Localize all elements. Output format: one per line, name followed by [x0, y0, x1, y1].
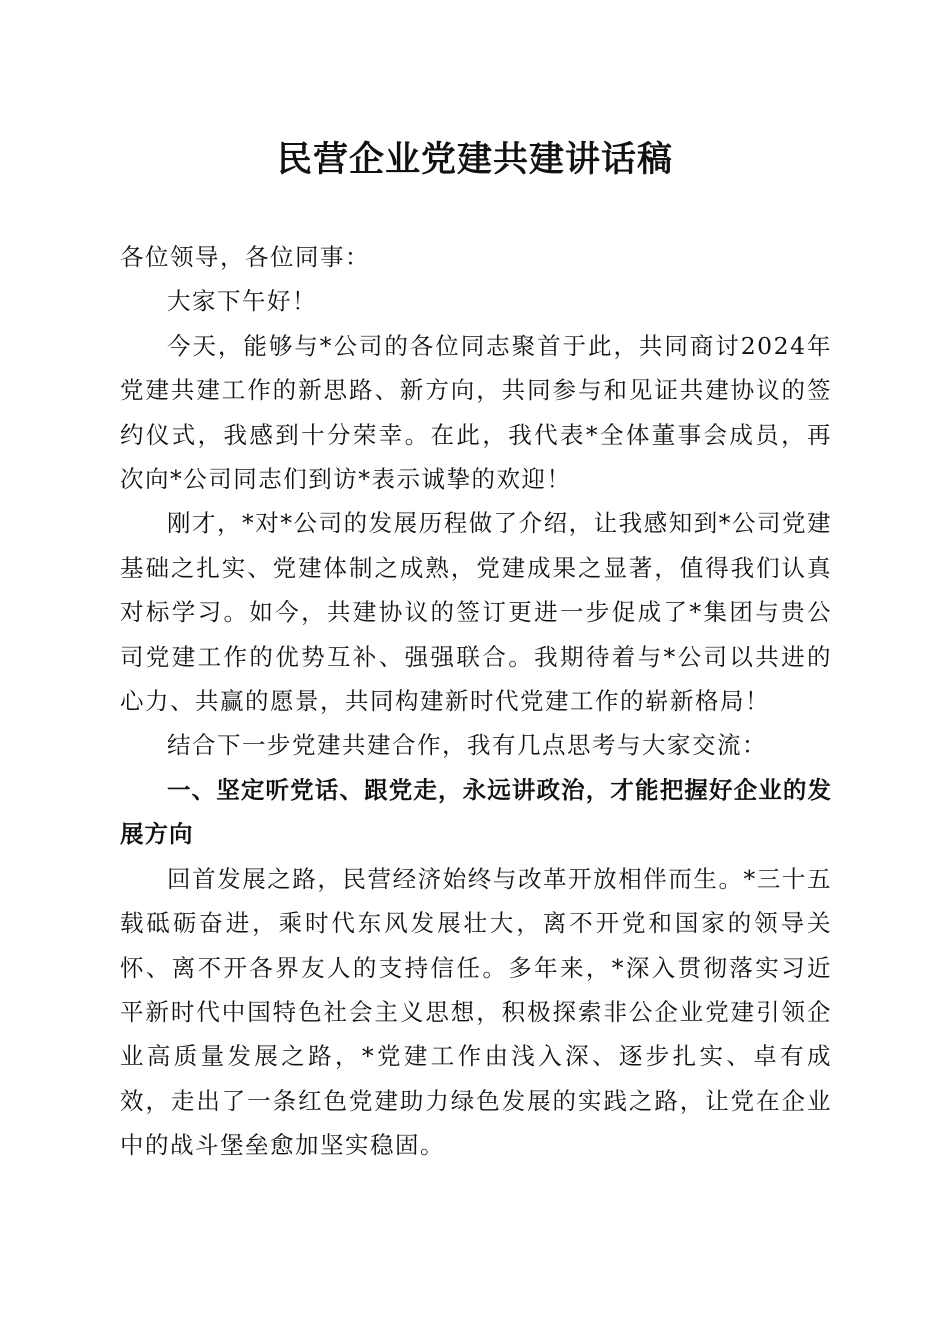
greeting: 大家下午好！ [167, 287, 317, 316]
paragraph-1: 今天，能够与*公司的各位同志聚首于此，共同商讨2024年党建共建工作的新思路、新方向，共同参与和见证共建协议的签约仪式，我感到十分荣幸。在此，我代表*全体董事会成员，再次向*公司同志们到访*表示诚挚的欢迎！ [120, 331, 832, 494]
paragraph-3: 结合下一步党建共建合作，我有几点思考与大家交流： [167, 731, 767, 760]
salutation: 各位领导，各位同事： [120, 243, 370, 271]
document-body [120, 235, 832, 1168]
section-heading: 一、坚定听党话、跟党走，永远讲政治，才能把握好企业的发展方向 [120, 775, 832, 849]
section-paragraph: 回首发展之路，民营经济始终与改革开放相伴而生。*三十五载砥砺奋进，乘时代东风发展壮大，离不开党和国家的领导关怀、离不开各界友人的支持信任。多年来，*深入贯彻落实习近平新时代中国特色社会主义思想，积极探索非公企业党建引领企业高质量发展之路，*党建工作由浅入深、逐步扎实、卓有成效，走出了一条红色党建助力绿色发展的实践之路，让党在企业中的战斗堡垒愈加坚实稳固。 [120, 864, 832, 1160]
document-title: 民营企业党建共建讲话稿 [276, 139, 673, 180]
paragraph-2: 刚才，*对*公司的发展历程做了介绍，让我感知到*公司党建基础之扎实、党建体制之成熟，党建成果之显著，值得我们认真对标学习。如今，共建协议的签订更进一步促成了*集团与贵公司党建工作的优势互补、强强联合。我期待着与*公司以共进的心力、共赢的愿景，共同构建新时代党建工作的崭新格局！ [120, 509, 832, 716]
